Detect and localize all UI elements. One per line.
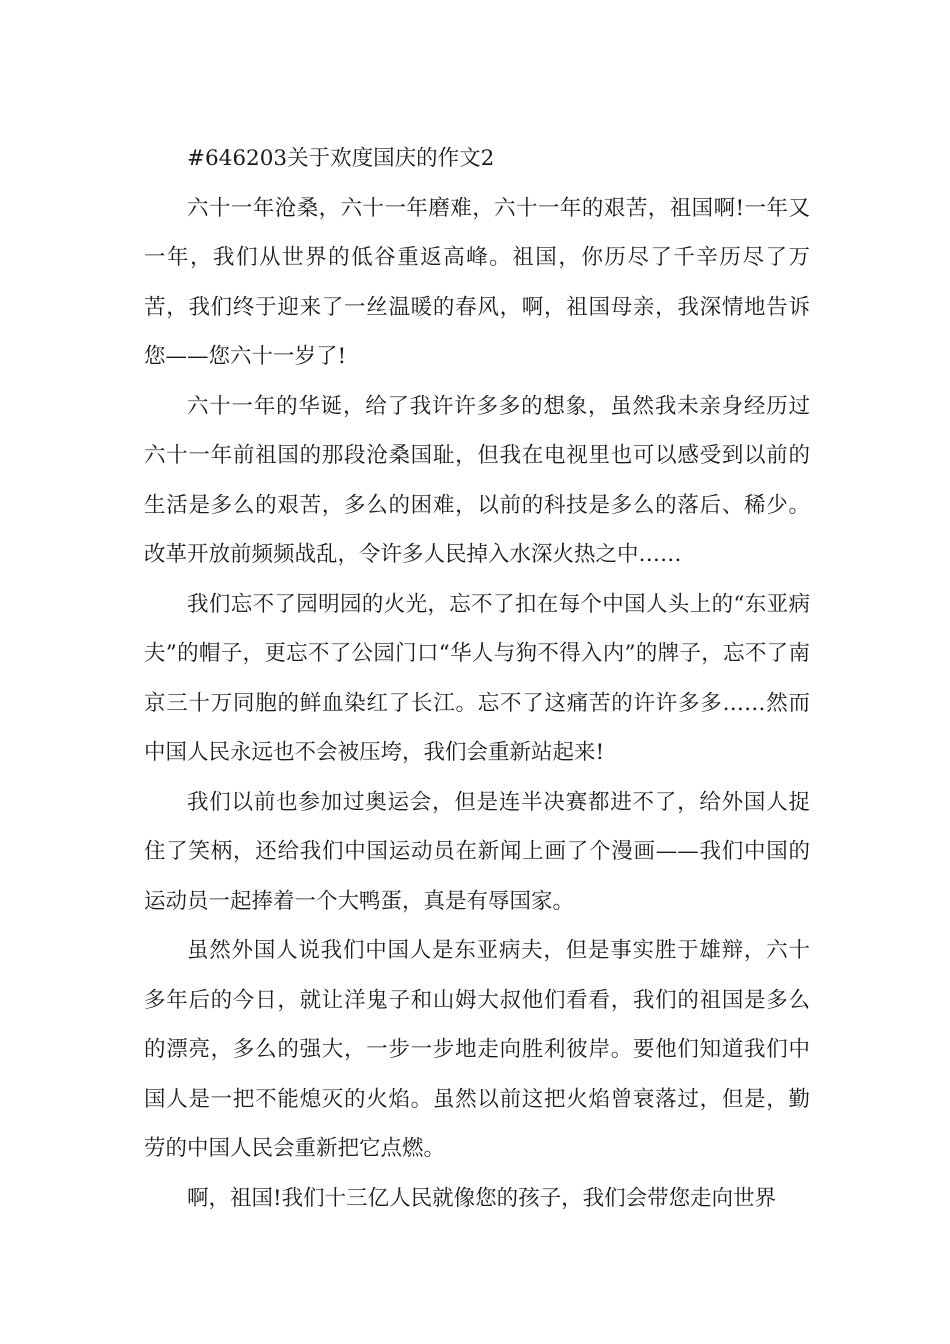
paragraph-2: 六十一年的华诞，给了我许许多多的想象，虽然我未亲身经历过六十一年前祖国的那段沧桑国耻，但我在电视里也可以感受到以前的生活是多么的艰苦，多么的困难，以前的科技是多么的落后、稀少。改革开放前频频战乱，令许多人民掉入水深火热之中……: [144, 393, 810, 567]
document-heading: #646203关于欢度国庆的作文2: [187, 146, 495, 171]
paragraph-4: 我们以前也参加过奥运会，但是连半决赛都进不了，给外国人捉住了笑柄，还给我们中国运动员在新闻上画了个漫画——我们中国的运动员一起捧着一个大鸭蛋，真是有辱国家。: [144, 789, 810, 914]
paragraph-1: 六十一年沧桑，六十一年磨难，六十一年的艰苦，祖国啊!一年又一年，我们从世界的低谷重返高峰。祖国，你历尽了千辛历尽了万苦，我们终于迎来了一丝温暖的春风，啊，祖国母亲，我深情地告诉您——您六十一岁了!: [144, 195, 810, 369]
paragraph-5: 虽然外国人说我们中国人是东亚病夫，但是事实胜于雄辩，六十多年后的今日，就让洋鬼子和山姆大叔他们看看，我们的祖国是多么的漂亮，多么的强大，一步一步地走向胜利彼岸。要他们知道我们中国人是一把不能熄灭的火焰。虽然以前这把火焰曾衰落过，但是，勤劳的中国人民会重新把它点燃。: [144, 938, 810, 1161]
paragraph-3: 我们忘不了园明园的火光，忘不了扣在每个中国人头上的“东亚病夫”的帽子，更忘不了公园门口“华人与狗不得入内”的牌子，忘不了南京三十万同胞的鲜血染红了长江。忘不了这痛苦的许许多多……然而中国人民永远也不会被压垮，我们会重新站起来!: [144, 591, 810, 765]
paragraph-6: 啊，祖国!我们十三亿人民就像您的孩子，我们会带您走向世界: [187, 1185, 777, 1211]
document-page: [144, 134, 810, 1223]
